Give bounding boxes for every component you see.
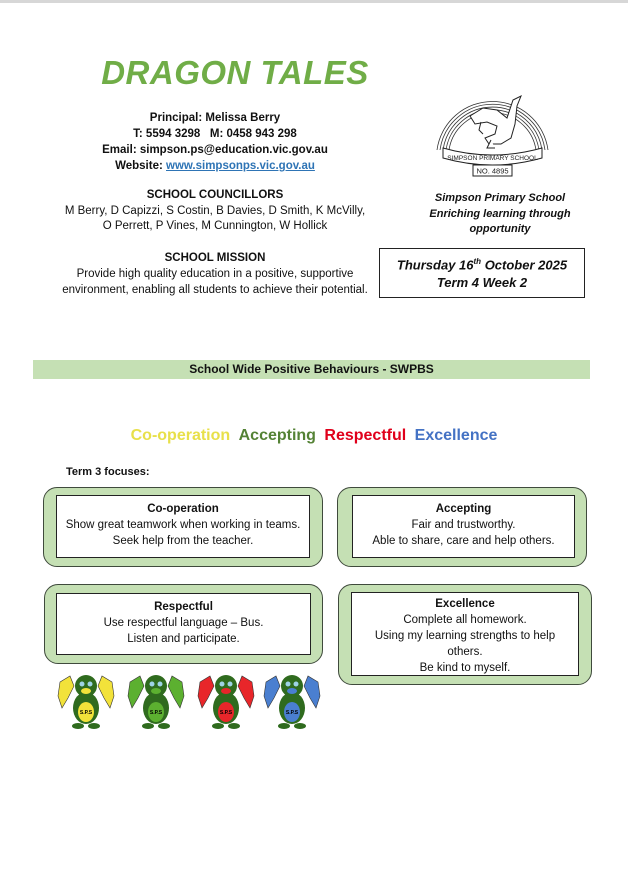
card-title: Respectful — [154, 601, 213, 613]
svg-text:S.P.S: S.P.S — [219, 710, 233, 716]
mission-line: environment, enabling all students to achieve their potential. — [62, 284, 368, 296]
email-line: Email: simpson.ps@education.vic.gov.au — [102, 144, 328, 156]
school-tagline — [405, 191, 595, 238]
focus-card-accepting-body — [352, 495, 575, 558]
dragon-yellow-icon — [58, 675, 114, 729]
logo-banner-text: SIMPSON PRIMARY SCHOOL — [447, 155, 538, 162]
svg-text:S.P.S: S.P.S — [285, 710, 299, 716]
svg-text:S.P.S: S.P.S — [149, 710, 163, 716]
card-line: Use respectful language – Bus. — [103, 617, 264, 629]
card-line: Using my learning strengths to help — [374, 630, 556, 642]
card-line: Show great teamwork when working in teams. — [65, 519, 301, 531]
focus-card-excellence-body — [351, 592, 579, 676]
svg-text:S.P.S: S.P.S — [79, 710, 93, 716]
value-accepting: Accepting — [238, 427, 316, 444]
card-line: Fair and trustworthy. — [411, 519, 516, 531]
term-week: Term 4 Week 2 — [436, 275, 528, 291]
contact-block — [40, 110, 390, 174]
dragon-mascots — [56, 668, 326, 732]
viewer-top-edge — [0, 0, 628, 3]
date-box — [379, 248, 585, 298]
mission-heading: SCHOOL MISSION — [164, 252, 266, 264]
value-cooperation: Co-operation — [130, 427, 231, 444]
councillors-line: O Perrett, P Vines, M Cunnington, W Hollick — [102, 220, 328, 232]
swpbs-banner: School Wide Positive Behaviours - SWPBS — [33, 360, 590, 379]
website-line — [40, 158, 390, 174]
card-line: Seek help from the teacher. — [112, 535, 254, 547]
card-title: Excellence — [435, 598, 495, 610]
newsletter-title: DRAGON TALES — [101, 54, 369, 91]
councillors-heading: SCHOOL COUNCILLORS — [146, 189, 284, 201]
mission-section — [30, 250, 400, 298]
school-logo-dragon-icon — [435, 78, 550, 178]
logo-number: NO. 4895 — [476, 166, 509, 176]
focus-card-respectful-body — [56, 593, 311, 655]
website-link[interactable]: www.simpsonps.vic.gov.au — [166, 160, 315, 172]
school-motto: Enriching learning through — [429, 207, 571, 220]
value-respectful: Respectful — [324, 427, 407, 444]
card-line: Be kind to myself. — [419, 662, 511, 674]
councillors-line: M Berry, D Capizzi, S Costin, B Davies, D Smith, K McVilly, — [64, 204, 366, 217]
card-line: Listen and participate. — [127, 633, 240, 645]
school-values-line — [0, 427, 628, 445]
issue-date: Thursday 16th October 2025 — [396, 257, 568, 273]
principal-line: Principal: Melissa Berry — [149, 112, 281, 124]
card-line: Able to share, care and help others. — [372, 535, 555, 547]
school-motto: opportunity — [469, 223, 531, 235]
website-label: Website: — [115, 160, 166, 172]
mission-line: Provide high quality education in a positive, supportive — [76, 268, 354, 280]
dragon-green-icon — [128, 675, 184, 729]
councillors-section — [30, 188, 400, 235]
school-name: Simpson Primary School — [434, 192, 566, 204]
card-title: Accepting — [435, 503, 492, 515]
card-line: others. — [447, 646, 483, 658]
card-title: Co-operation — [147, 503, 219, 515]
value-excellence: Excellence — [414, 427, 498, 444]
focus-card-cooperation-body — [56, 495, 310, 558]
dragon-red-icon — [198, 675, 254, 729]
dragon-blue-icon — [264, 675, 320, 729]
focuses-label: Term 3 focuses: — [66, 466, 150, 478]
phone-line: T: 5594 3298 M: 0458 943 298 — [133, 128, 297, 140]
card-line: Complete all homework. — [403, 614, 527, 626]
